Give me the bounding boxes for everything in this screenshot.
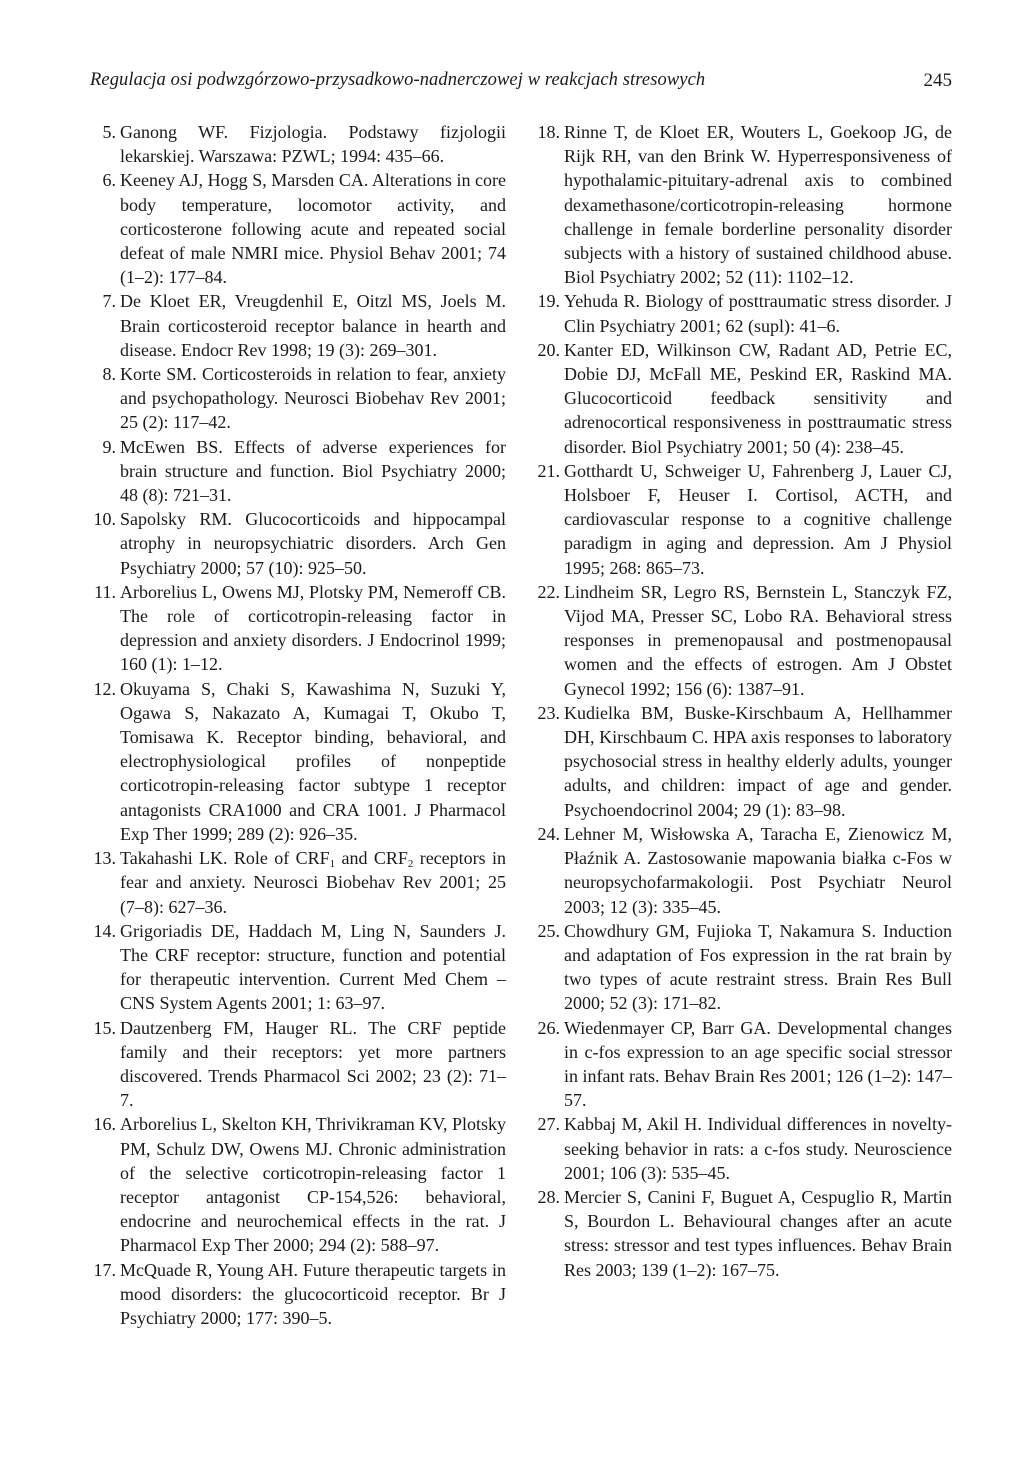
reference-number: 7.: [102, 291, 116, 312]
reference-item: [532, 1112, 952, 1185]
reference-text: Keeney AJ, Hogg S, Marsden CA. Alterations in core body temperature, locomotor activity, and corticosterone following acute and repeated social defeat of male NMRI mice. Physiol Behav 2001; 74 (1–2): 177–84.: [120, 170, 506, 288]
reference-text: Grigoriadis DE, Haddach M, Ling N, Saunders J. The CRF receptor: structure, function and potential for therapeutic intervention. Current Med Chem – CNS System Agents 2001; 1: 63–97.: [120, 920, 506, 1014]
reference-item: [532, 919, 952, 1016]
reference-text: Lindheim SR, Legro RS, Bernstein L, Stanczyk FZ, Vijod MA, Presser SC, Lobo RA. Behavioral stress responses in premenopausal and postmenopausal women and the effects of estrogen. Am J Obstet Gynecol 1992; 156 (6): 1387–91.: [564, 581, 952, 699]
reference-item: [88, 1258, 506, 1331]
reference-item: [88, 507, 506, 580]
reference-number: 16.: [93, 1114, 116, 1135]
reference-text: McQuade R, Young AH. Future therapeutic targets in mood disorders: the glucocorticoid receptor. Br J Psychiatry 2000; 177: 390–5.: [120, 1259, 506, 1328]
reference-number: 22.: [537, 581, 560, 602]
reference-number: 9.: [102, 436, 116, 457]
reference-item: [532, 1016, 952, 1113]
reference-text: Ganong WF. Fizjologia. Podstawy fizjologii lekarskiej. Warszawa: PZWL; 1994: 435–66.: [120, 122, 506, 167]
reference-number: 25.: [537, 920, 560, 941]
reference-item: [88, 677, 506, 846]
reference-number: 18.: [537, 122, 560, 142]
reference-item: [88, 1112, 506, 1257]
reference-item: [88, 919, 506, 1016]
reference-number: 13.: [93, 848, 116, 869]
reference-text: Lehner M, Wisłowska A, Taracha E, Zienowicz M, Płaźnik A. Zastosowanie mapowania białka c-Fos w neuropsychofarmakologii. Post Psychiatr Neurol 2003; 12 (3): 335–45.: [564, 823, 952, 917]
reference-text: McEwen BS. Effects of adverse experiences for brain structure and function. Biol Psychiatry 2000; 48 (8): 721–31.: [120, 436, 506, 506]
reference-item: [532, 580, 952, 701]
reference-text: Sapolsky RM. Glucocorticoids and hippocampal atrophy in neuropsychiatric disorders. Arch Gen Psychiatry 2000; 57 (10): 925–50.: [120, 509, 506, 578]
reference-text: Gotthardt U, Schweiger U, Fahrenberg J, Lauer CJ, Holsboer F, Heuser I. Cortisol, ACTH, and cardiovascular response to a cognitive challenge paradigm in aging and depression. Am J Physiol 1995; 268: 865–73.: [564, 460, 952, 578]
running-title: Regulacja osi podwzgórzowo-przysadkowo-nadnerczowej w reakcjach stresowych: [90, 70, 706, 90]
reference-item: [532, 459, 952, 580]
reference-text: Kanter ED, Wilkinson CW, Radant AD, Petrie EC, Dobie DJ, McFall ME, Peskind ER, Raskind MA. Glucocorticoid feedback sensitivity and adrenocortical responsiveness in posttraumatic stress disorder. Biol Psychiatry 2001; 50 (4): 238–45.: [564, 339, 952, 457]
reference-number: 11.: [94, 581, 116, 602]
reference-text: Kudielka BM, Buske-Kirschbaum A, Hellhammer DH, Kirschbaum C. HPA axis responses to laboratory psychosocial stress in healthy elderly adults, younger adults, and children: impact of age and gender. Psychoendocrinol 2004; 29 (1): 83–98.: [564, 702, 952, 820]
reference-text: Arborelius L, Owens MJ, Plotsky PM, Nemeroff CB. The role of corticotropin-releasing factor in depression and anxiety disorders. J Endocrinol 1999; 160 (1): 1–12.: [120, 581, 506, 675]
reference-text: Arborelius L, Skelton KH, Thrivikraman KV, Plotsky PM, Schulz DW, Owens MJ. Chronic administration of the selective corticotropin-releasing factor 1 receptor antagonist CP-154,526: behavioral, endocrine and neurochemical effects in the rat. J Pharmacol Exp Ther 2000; 294 (2): 588–97.: [120, 1114, 506, 1256]
reference-item: [88, 1016, 506, 1113]
reference-number: 28.: [537, 1186, 560, 1207]
reference-item: [532, 338, 952, 459]
references-left-column: [88, 120, 506, 1330]
reference-number: 8.: [102, 364, 116, 385]
reference-item: [532, 1185, 952, 1282]
reference-text: Dautzenberg FM, Hauger RL. The CRF peptide family and their receptors: yet more partners discovered. Trends Pharmacol Sci 2002; 23 (2): 71–7.: [120, 1017, 506, 1111]
reference-number: 17.: [93, 1259, 116, 1280]
reference-number: 26.: [537, 1017, 560, 1038]
reference-text: Wiedenmayer CP, Barr GA. Developmental changes in c-fos expression to an age specific social stressor in infant rats. Behav Brain Res 2001; 126 (1–2): 147–57.: [564, 1017, 952, 1111]
reference-item: [532, 701, 952, 822]
reference-number: 12.: [93, 678, 116, 699]
reference-text: De Kloet ER, Vreugdenhil E, Oitzl MS, Joels M. Brain corticosteroid receptor balance in hearth and disease. Endocr Rev 1998; 19 (3): 269–301.: [120, 291, 506, 360]
page-number: 245: [923, 70, 952, 91]
reference-number: 15.: [93, 1017, 116, 1038]
reference-subscript: 1: [329, 858, 336, 871]
reference-item: [88, 289, 506, 362]
reference-text: [120, 846, 506, 919]
running-header: [90, 70, 952, 102]
reference-text-part: Takahashi LK. Role of CRF: [120, 848, 330, 869]
reference-item: [88, 846, 506, 919]
reference-number: 14.: [93, 920, 116, 941]
reference-number: 23.: [537, 702, 560, 723]
reference-number: 21.: [537, 460, 560, 481]
reference-number: 6.: [102, 170, 116, 191]
reference-text: Korte SM. Corticosteroids in relation to fear, anxiety and psychopathology. Neurosci Biobehav Rev 2001; 25 (2): 117–42.: [120, 364, 506, 433]
reference-text-part: receptors in fear and anxiety. Neurosci Biobehav Rev 2001; 25 (7–8): 627–36.: [120, 848, 507, 917]
reference-item: [88, 120, 506, 168]
reference-number: 27.: [537, 1114, 560, 1135]
reference-text: Mercier S, Canini F, Buguet A, Cespuglio R, Martin S, Bourdon L. Behavioural changes after an acute stress: stressor and test types influences. Behav Brain Res 2003; 139 (1–2): 167–75.: [564, 1186, 952, 1280]
reference-number: 19.: [537, 291, 560, 312]
reference-item: [88, 362, 506, 435]
reference-number: 24.: [537, 823, 560, 844]
reference-text: Kabbaj M, Akil H. Individual differences in novelty-seeking behavior in rats: a c-fos study. Neuroscience 2001; 106 (3): 535–45.: [564, 1114, 952, 1183]
reference-item: [88, 168, 506, 289]
reference-item: [88, 435, 506, 508]
reference-item: [532, 120, 952, 289]
reference-text: Chowdhury GM, Fujioka T, Nakamura S. Induction and adaptation of Fos expression in the rat brain by two types of acute restraint stress. Brain Res Bull 2000; 52 (3): 171–82.: [564, 920, 952, 1014]
reference-number: 5.: [102, 122, 116, 142]
reference-item: [88, 580, 506, 677]
reference-item: [532, 289, 952, 337]
reference-text: Rinne T, de Kloet ER, Wouters L, Goekoop JG, de Rijk RH, van den Brink W. Hyperresponsiveness of hypothalamic-pituitary-adrenal axis to combined dexamethasone/corticotropin-releasing hormone challenge in female borderline personality disorder subjects with a history of sustained childhood abuse. Biol Psychiatry 2002; 52 (11): 1102–12.: [564, 122, 952, 288]
references-right-column: [532, 120, 952, 1282]
reference-number: 10.: [93, 509, 116, 530]
reference-text-part: and CRF: [335, 848, 408, 869]
reference-text: Okuyama S, Chaki S, Kawashima N, Suzuki Y, Ogawa S, Nakazato A, Kumagai T, Okubo T, Tomisawa K. Receptor binding, behavioral, and electrophysiological profiles of nonpeptide corticotropin-releasing factor subtype 1 receptor antagonists CRA1000 and CRA 1001. J Pharmacol Exp Ther 1999; 289 (2): 926–35.: [120, 678, 506, 844]
reference-number: 20.: [537, 339, 560, 360]
reference-item: [532, 822, 952, 919]
reference-subscript: 2: [407, 858, 414, 871]
reference-text: Yehuda R. Biology of posttraumatic stress disorder. J Clin Psychiatry 2001; 62 (supl): 41–6.: [564, 291, 952, 336]
